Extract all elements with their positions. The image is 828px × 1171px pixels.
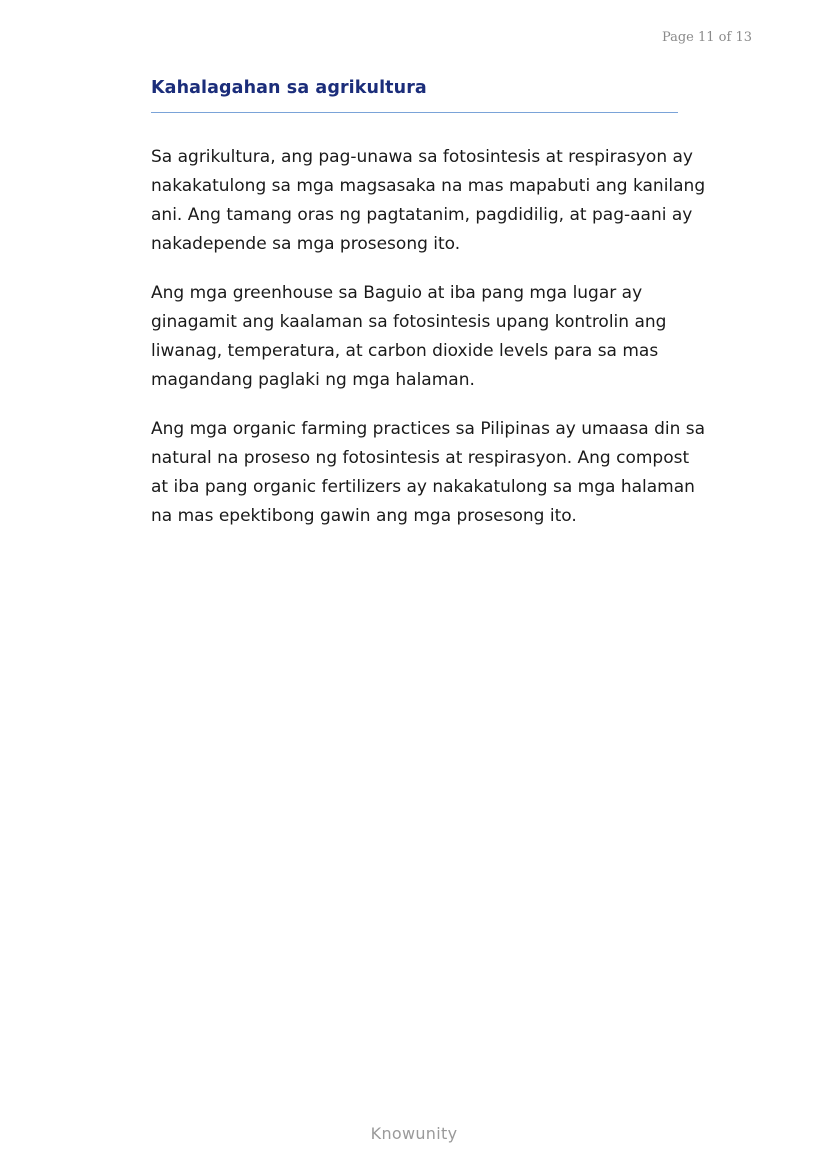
title-underline-divider bbox=[151, 112, 678, 113]
page-number: Page 11 of 13 bbox=[661, 30, 752, 45]
section-body bbox=[151, 143, 711, 551]
paragraph-agriculture-intro: Sa agrikultura, ang pag-unawa sa fotosintesis at respirasyon ay nakakatulong sa mga magsasaka na mas mapabuti ang kanilang ani. Ang tamang oras ng pagtatanim, pagdidilig, at pag-aani ay nakadepende sa mga prosesong ito. bbox=[151, 147, 706, 254]
paragraph-greenhouse: Ang mga greenhouse sa Baguio at iba pang mga lugar ay ginagamit ang kaalaman sa fotosintesis upang kontrolin ang liwanag, temperatura, at carbon dioxide levels para sa mas magandang paglaki ng mga halaman. bbox=[151, 283, 667, 390]
section-title: Kahalagahan sa agrikultura bbox=[151, 78, 427, 98]
paragraph-organic-farming: Ang mga organic farming practices sa Pilipinas ay umaasa din sa natural na proseso ng fotosintesis at respirasyon. Ang compost at iba pang organic fertilizers ay nakakatulong sa mga halaman na mas epektibong gawin ang mga prosesong ito. bbox=[151, 419, 706, 526]
footer-brand: Knowunity bbox=[370, 1124, 458, 1143]
